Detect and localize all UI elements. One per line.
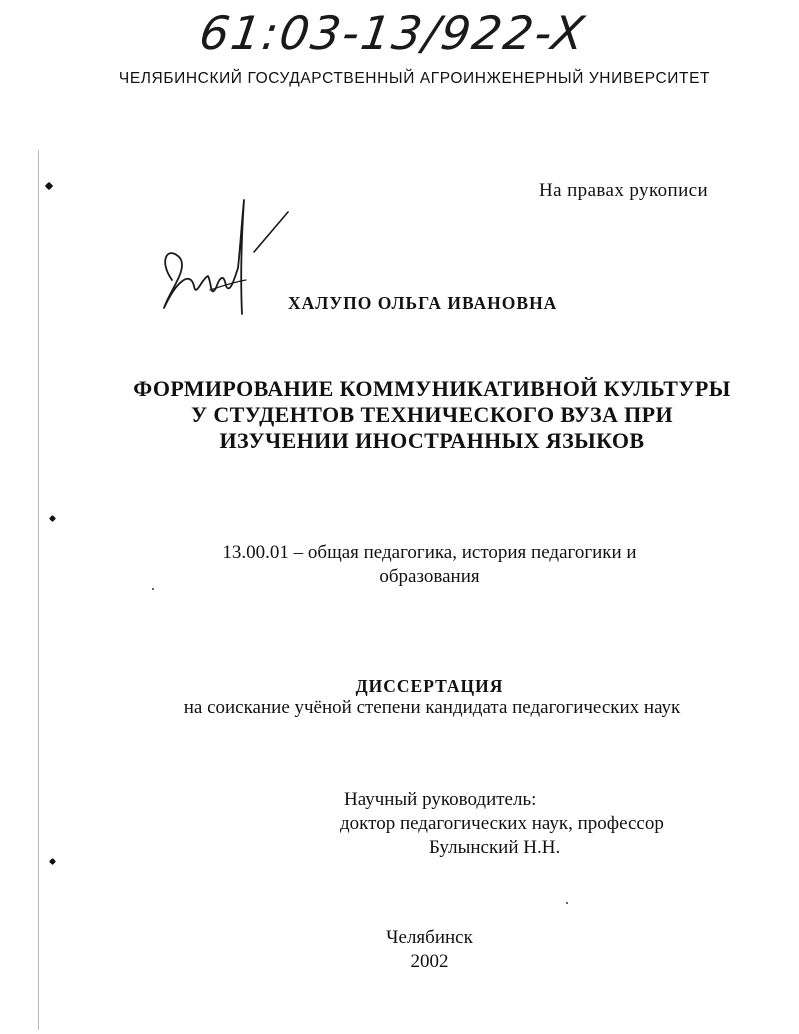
scan-mark — [49, 858, 56, 865]
title-line-2: У СТУДЕНТОВ ТЕХНИЧЕСКОГО ВУЗА ПРИ — [190, 402, 674, 427]
footer-place-year — [0, 926, 799, 974]
scan-mark — [45, 182, 53, 190]
signature — [150, 190, 310, 330]
specialty-code — [0, 541, 799, 589]
university-name: ЧЕЛЯБИНСКИЙ ГОСУДАРСТВЕННЫЙ АГРОИНЖЕНЕРНЫЙ УНИВЕРСИТЕТ — [118, 70, 711, 87]
title-line-1: ФОРМИРОВАНИЕ КОММУНИКАТИВНОЙ КУЛЬТУРЫ — [133, 376, 731, 401]
scan-speck — [566, 902, 568, 904]
supervisor-label: Научный руководитель: — [344, 789, 537, 810]
supervisor-name: Булынский Н.Н. — [429, 837, 561, 858]
city: Челябинск — [386, 927, 473, 948]
scan-speck — [152, 588, 154, 590]
year: 2002 — [410, 951, 449, 972]
catalog-number-handwritten: 61:03-13/922-X — [196, 6, 590, 60]
scan-edge-line — [38, 150, 39, 1030]
dissertation-title — [0, 376, 799, 454]
specialty-line-1: 13.00.01 – общая педагогика, история педагогики и — [222, 542, 637, 563]
scan-mark — [49, 515, 56, 522]
title-line-3: ИЗУЧЕНИИ ИНОСТРАННЫХ ЯЗЫКОВ — [219, 428, 645, 453]
supervisor-degree: доктор педагогических наук, профессор — [340, 813, 664, 834]
author-name: ХАЛУПО ОЛЬГА ИВАНОВНА — [288, 293, 558, 313]
supervisor-block — [340, 788, 664, 860]
dissertation-description: на соискание учёной степени кандидата педагогических наук — [183, 697, 681, 718]
specialty-line-2: образования — [379, 566, 480, 587]
rights-note: На правах рукописи — [539, 180, 709, 201]
dissertation-label: ДИССЕРТАЦИЯ — [355, 676, 504, 696]
